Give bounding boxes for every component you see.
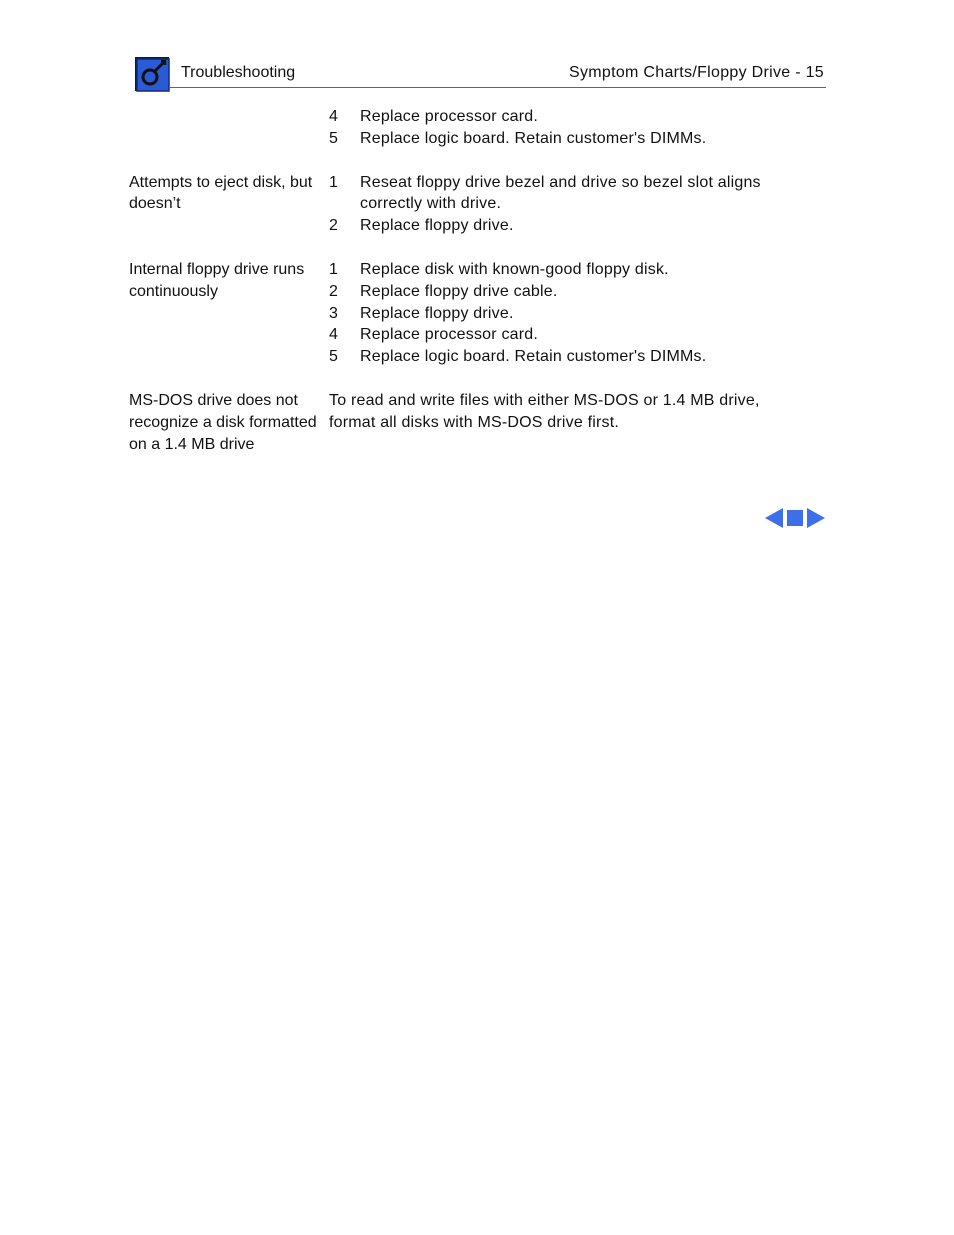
list-item <box>329 172 809 216</box>
symptom-cell <box>129 106 329 150</box>
step-text: Reseat floppy drive bezel and drive so bezel slot aligns correctly with drive. <box>360 173 761 213</box>
solution-note: To read and write files with either MS-DOS or 1.4 MB drive, format all disks with MS-DOS drive first. <box>329 391 760 431</box>
list-item <box>329 324 809 346</box>
square-icon[interactable] <box>786 507 804 529</box>
list-item <box>329 106 809 128</box>
arrow-right-icon[interactable] <box>806 507 826 529</box>
step-text: Replace floppy drive cable. <box>360 282 558 300</box>
list-item <box>329 128 809 150</box>
step-text: Replace floppy drive. <box>360 217 514 235</box>
step-number: 5 <box>329 348 338 366</box>
arrow-left-icon[interactable] <box>764 507 784 529</box>
step-number: 2 <box>329 282 338 300</box>
list-item <box>329 281 809 303</box>
table-row <box>129 172 809 237</box>
solution-steps <box>329 259 809 368</box>
header-rule <box>170 87 826 88</box>
list-item <box>329 215 809 237</box>
step-number: 3 <box>329 304 338 322</box>
symptom-cell: MS-DOS drive does not recognize a disk formatted on a 1.4 MB drive <box>129 391 317 453</box>
step-number: 4 <box>329 326 338 344</box>
step-number: 1 <box>329 173 338 191</box>
section-title: Troubleshooting <box>181 64 296 81</box>
table-row <box>129 390 809 455</box>
page-title: Symptom Charts/Floppy Drive - 15 <box>568 64 824 81</box>
step-text: Replace disk with known-good floppy disk. <box>360 260 669 278</box>
step-text: Replace processor card. <box>360 108 539 125</box>
step-text: Replace processor card. <box>360 326 539 344</box>
list-item <box>329 303 809 325</box>
list-item <box>329 259 809 281</box>
step-number: 4 <box>329 108 338 125</box>
table-row <box>129 259 809 368</box>
symptom-cell: Internal floppy drive runs continuously <box>129 260 305 300</box>
step-number: 1 <box>329 260 338 278</box>
step-number: 5 <box>329 129 338 147</box>
page-header <box>134 56 826 90</box>
solution-steps <box>329 106 809 150</box>
symptom-cell: Attempts to eject disk, but doesn’t <box>129 173 313 213</box>
list-item <box>329 346 809 368</box>
page-navigation <box>764 507 826 529</box>
step-text: Replace logic board. Retain customer's DIMMs. <box>360 348 707 366</box>
troubleshooting-logo-icon <box>134 56 170 92</box>
step-text: Replace floppy drive. <box>360 304 514 322</box>
step-text: Replace logic board. Retain customer's DIMMs. <box>360 129 707 147</box>
solution-steps <box>329 172 809 237</box>
symptom-chart <box>129 106 809 477</box>
step-number: 2 <box>329 217 338 235</box>
table-row <box>129 106 809 150</box>
